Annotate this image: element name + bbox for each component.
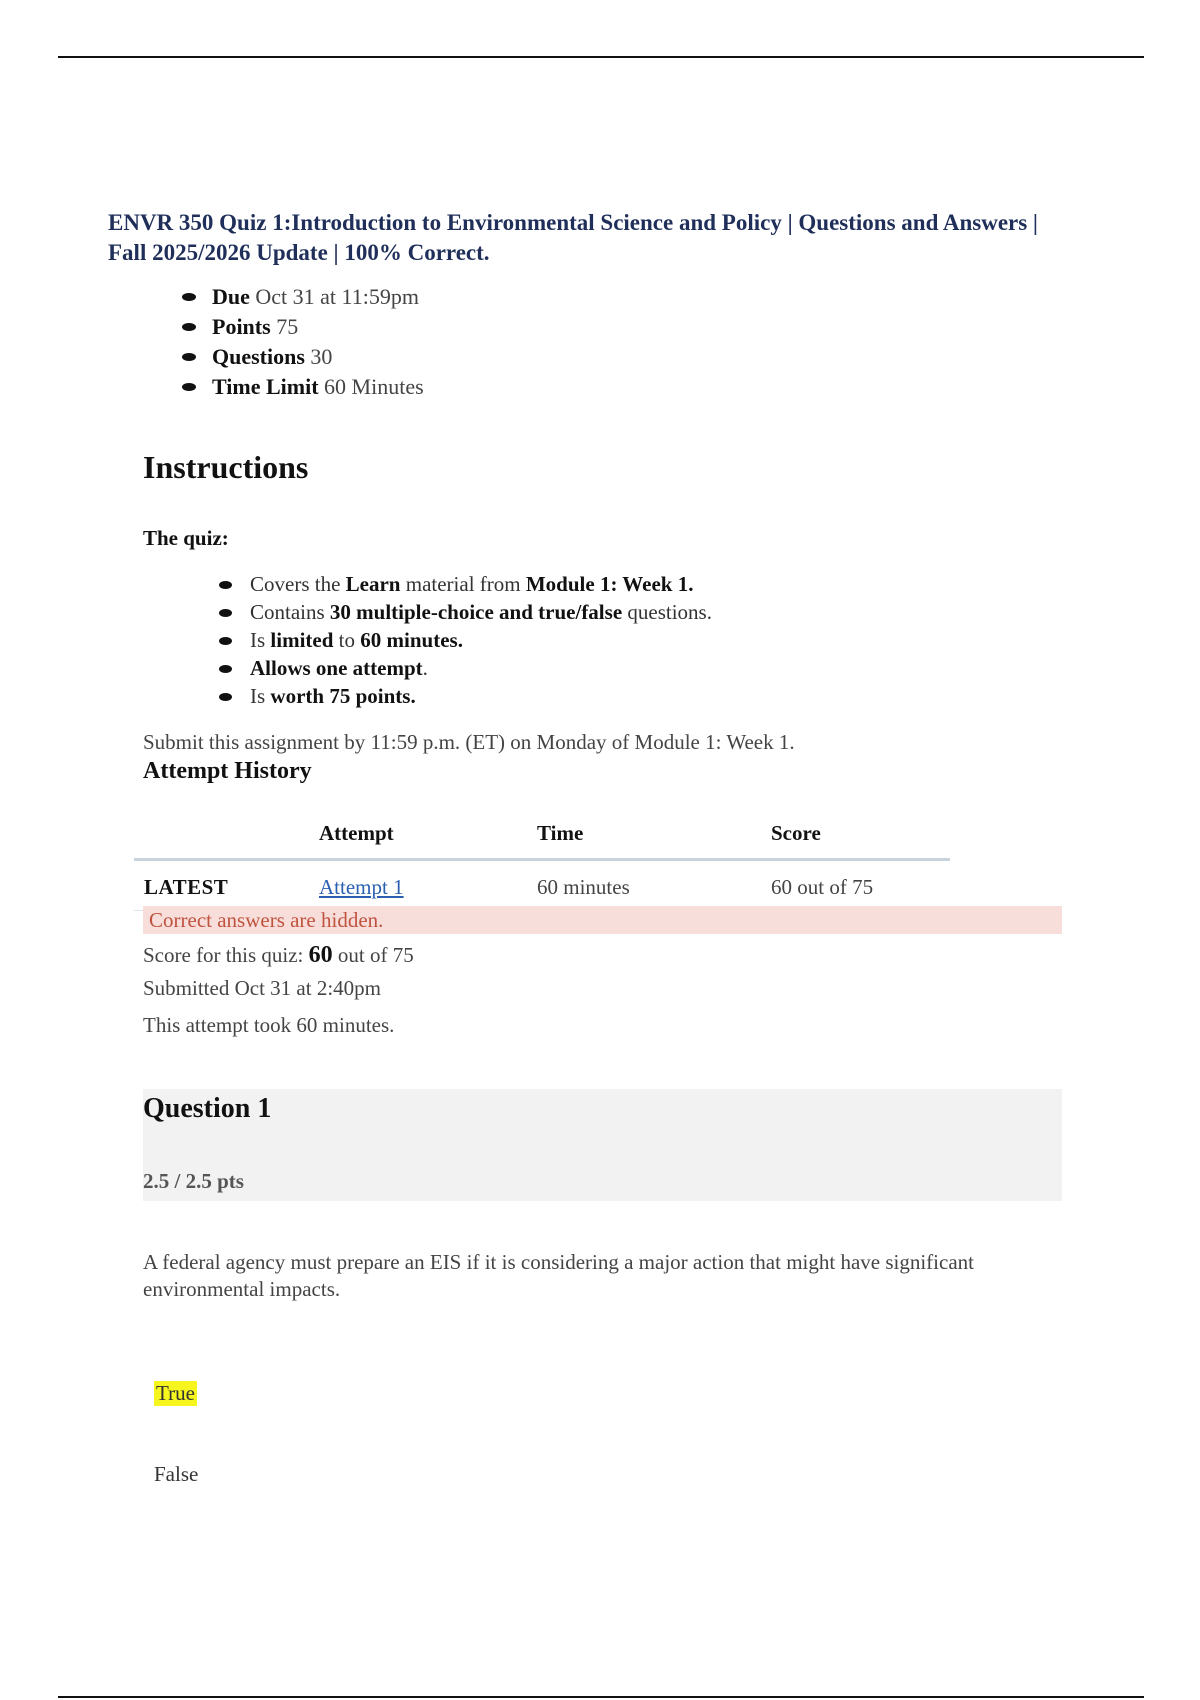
attempt-link[interactable]: Attempt 1 — [319, 875, 404, 899]
question-points: 2.5 / 2.5 pts — [143, 1169, 244, 1193]
meta-item-points — [176, 312, 424, 342]
table-row — [134, 860, 950, 911]
column-header — [134, 815, 309, 860]
instruction-item — [214, 570, 712, 598]
column-header-attempt: Attempt — [309, 815, 527, 860]
submitted-timestamp: Submitted Oct 31 at 2:40pm — [143, 976, 381, 1000]
document-title: ENVR 350 Quiz 1:Introduction to Environmental Science and Policy | Questions and Answers | Fall 2025/2026 Update | 100% Correct. — [108, 210, 1038, 265]
instruction-item — [214, 654, 712, 682]
meta-value: 60 Minutes — [324, 374, 424, 399]
answer-option-true[interactable]: True — [156, 1381, 195, 1405]
instruction-bold: limited — [270, 628, 334, 652]
quiz-intro: The quiz: — [143, 526, 229, 550]
score-value: 60 — [308, 942, 333, 968]
instruction-text: Contains — [250, 600, 330, 624]
bottom-rule — [58, 1696, 1144, 1698]
meta-item-questions — [176, 342, 424, 372]
instructions-heading: Instructions — [143, 449, 309, 485]
latest-label: LATEST — [134, 860, 309, 911]
top-rule — [58, 56, 1144, 58]
score-cell: 60 out of 75 — [761, 860, 950, 911]
meta-item-time-limit — [176, 372, 424, 402]
instruction-text: questions. — [622, 600, 712, 624]
meta-value: 30 — [310, 344, 333, 369]
meta-label: Points — [212, 314, 271, 339]
attempt-cell — [309, 860, 527, 911]
meta-item-due — [176, 282, 424, 312]
submit-note: Submit this assignment by 11:59 p.m. (ET) on Monday of Module 1: Week 1. — [143, 730, 795, 754]
meta-label: Due — [212, 284, 250, 309]
table-header-row — [134, 815, 950, 860]
instruction-bold: 30 multiple-choice and true/false — [329, 600, 623, 624]
meta-label: Questions — [212, 344, 305, 369]
score-suffix: out of 75 — [332, 943, 414, 967]
meta-value: Oct 31 at 11:59pm — [255, 284, 419, 309]
question-text: A federal agency must prepare an EIS if it is considering a major action that might have significant environmental impacts. — [143, 1250, 974, 1301]
instruction-bold: Module 1: Week 1. — [525, 572, 694, 596]
column-header-score: Score — [761, 815, 950, 860]
time-cell: 60 minutes — [527, 860, 761, 911]
answer-option-false[interactable]: False — [154, 1462, 199, 1486]
quiz-meta-list — [176, 282, 424, 402]
score-prefix: Score for this quiz: — [143, 943, 309, 967]
attempt-history-heading: Attempt History — [143, 758, 312, 784]
answers-hidden-notice: Correct answers are hidden. — [143, 906, 1062, 934]
instruction-text: . — [422, 656, 428, 680]
instruction-text: to — [333, 628, 361, 652]
quiz-score-line — [143, 942, 414, 969]
attempt-history-table — [134, 815, 950, 911]
instruction-item — [214, 598, 712, 626]
question-header — [143, 1089, 1062, 1201]
instruction-bold: Learn — [345, 572, 401, 596]
instruction-bold: 60 minutes. — [360, 628, 463, 652]
instruction-text: material from — [400, 572, 526, 596]
instruction-text: Covers the — [250, 572, 346, 596]
instruction-bold: worth 75 points. — [270, 684, 416, 708]
instruction-item — [214, 682, 712, 710]
attempt-duration: This attempt took 60 minutes. — [143, 1013, 395, 1037]
instruction-text: Is — [250, 684, 271, 708]
meta-value: 75 — [276, 314, 299, 339]
question-title: Question 1 — [143, 1093, 272, 1124]
meta-label: Time Limit — [212, 374, 319, 399]
instruction-bold: Allows one attempt — [250, 656, 423, 680]
instructions-list — [214, 570, 712, 710]
instruction-text: Is — [250, 628, 271, 652]
instruction-item — [214, 626, 712, 654]
column-header-time: Time — [527, 815, 761, 860]
